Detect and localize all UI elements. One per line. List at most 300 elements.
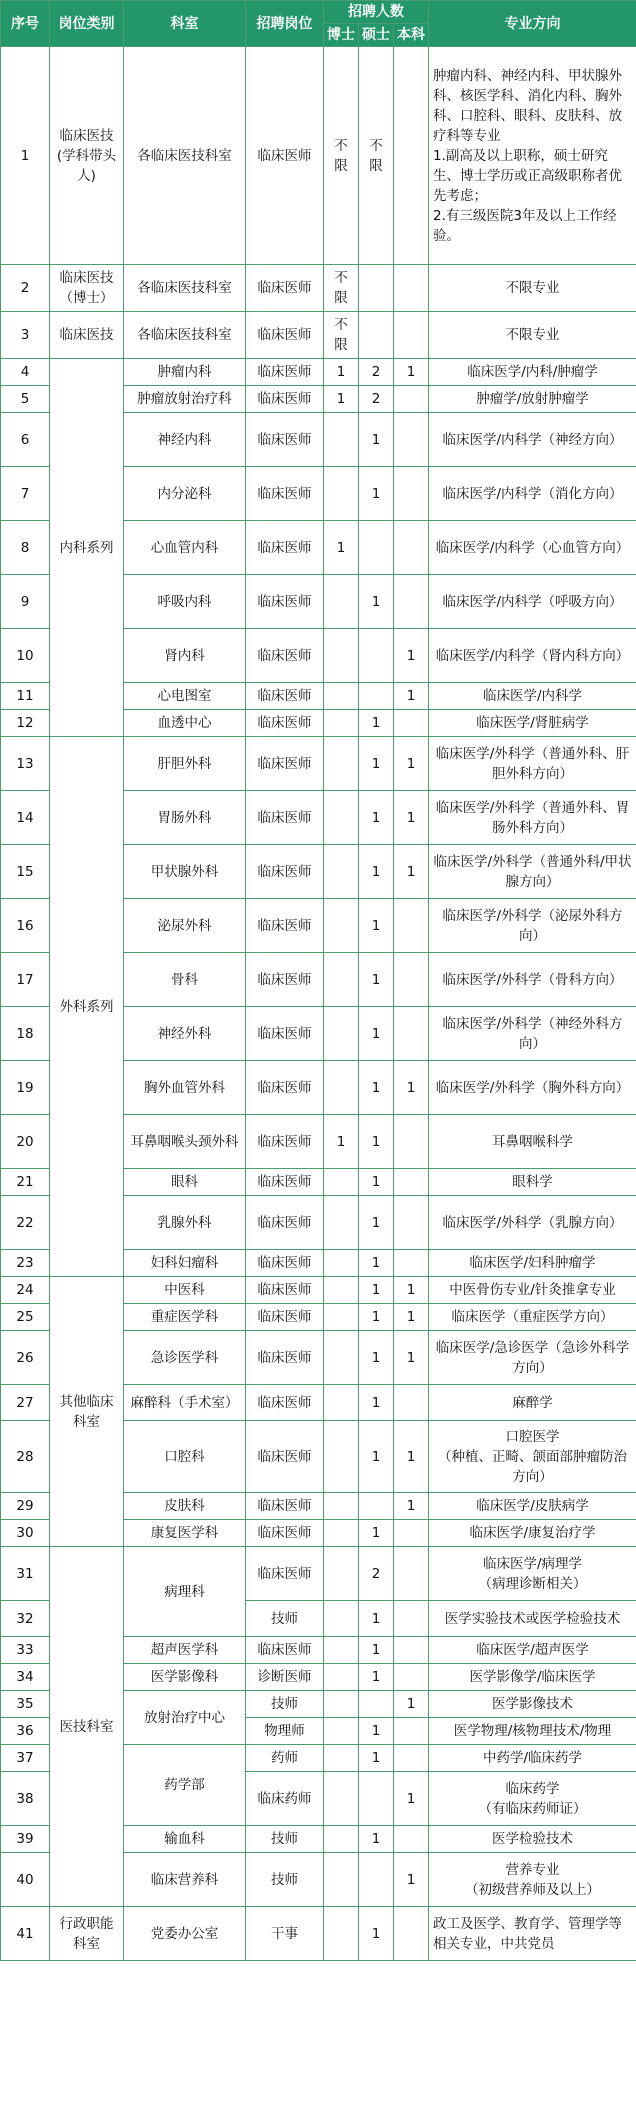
direction-cell: 肿瘤内科、神经内科、甲状腺外科、核医学科、消化内科、胸外科、口腔科、眼科、皮肤科、放疗科等专业 1.副高及以上职称，硕士研究生、博士学历或正高级职称者优先考虑； 2.有三级医院3年及以上工作经验。 [429, 47, 636, 265]
position-cell: 临床药师 [246, 1772, 324, 1826]
phd-count-cell [324, 1664, 359, 1691]
bachelor-count-cell: 1 [394, 737, 429, 791]
phd-count-cell: 不限 [324, 312, 359, 359]
dept-cell: 胃肠外科 [124, 791, 246, 845]
phd-count-cell [324, 467, 359, 521]
direction-cell: 临床医学/妇科肿瘤学 [429, 1250, 636, 1277]
bachelor-count-cell: 1 [394, 1061, 429, 1115]
direction-cell: 中医骨伤专业/针灸推拿专业 [429, 1277, 636, 1304]
phd-count-cell [324, 1718, 359, 1745]
table-body [1, 47, 636, 1961]
phd-count-cell [324, 629, 359, 683]
seq-cell: 11 [1, 683, 50, 710]
direction-cell: 医学检验技术 [429, 1826, 636, 1853]
dept-cell: 党委办公室 [124, 1907, 246, 1961]
direction-cell: 临床医学（重症医学方向） [429, 1304, 636, 1331]
seq-cell: 23 [1, 1250, 50, 1277]
bachelor-count-cell [394, 1007, 429, 1061]
phd-count-cell [324, 1853, 359, 1907]
position-cell: 临床医师 [246, 1331, 324, 1385]
position-cell: 临床医师 [246, 629, 324, 683]
dept-cell: 心血管内科 [124, 521, 246, 575]
position-cell: 临床医师 [246, 1637, 324, 1664]
seq-cell: 36 [1, 1718, 50, 1745]
seq-cell: 40 [1, 1853, 50, 1907]
bachelor-count-cell [394, 467, 429, 521]
bachelor-count-cell [394, 1718, 429, 1745]
dept-cell: 骨科 [124, 953, 246, 1007]
master-count-cell: 1 [359, 1601, 394, 1637]
phd-count-cell [324, 1421, 359, 1493]
position-cell: 临床医师 [246, 1115, 324, 1169]
direction-cell: 临床药学 （有临床药师证） [429, 1772, 636, 1826]
dept-cell: 康复医学科 [124, 1520, 246, 1547]
header-count: 招聘人数 [324, 1, 429, 24]
bachelor-count-cell [394, 413, 429, 467]
position-cell: 临床医师 [246, 1169, 324, 1196]
header-category: 岗位类别 [50, 1, 124, 47]
table-row [1, 312, 636, 359]
master-count-cell: 1 [359, 899, 394, 953]
master-count-cell: 1 [359, 1907, 394, 1961]
bachelor-count-cell: 1 [394, 629, 429, 683]
phd-count-cell [324, 1277, 359, 1304]
phd-count-cell [324, 899, 359, 953]
position-cell: 临床医师 [246, 710, 324, 737]
position-cell: 临床医师 [246, 1007, 324, 1061]
phd-count-cell [324, 1196, 359, 1250]
dept-cell: 胸外血管外科 [124, 1061, 246, 1115]
table-row [1, 1547, 636, 1601]
position-cell: 诊断医师 [246, 1664, 324, 1691]
master-count-cell [359, 265, 394, 312]
direction-cell: 医学实验技术或医学检验技术 [429, 1601, 636, 1637]
dept-cell: 药学部 [124, 1745, 246, 1826]
master-count-cell: 1 [359, 845, 394, 899]
seq-cell: 24 [1, 1277, 50, 1304]
master-count-cell: 1 [359, 575, 394, 629]
phd-count-cell [324, 737, 359, 791]
dept-cell: 心电图室 [124, 683, 246, 710]
phd-count-cell [324, 1061, 359, 1115]
seq-cell: 12 [1, 710, 50, 737]
seq-cell: 4 [1, 359, 50, 386]
seq-cell: 32 [1, 1601, 50, 1637]
seq-cell: 30 [1, 1520, 50, 1547]
phd-count-cell [324, 791, 359, 845]
position-cell: 临床医师 [246, 1196, 324, 1250]
seq-cell: 38 [1, 1772, 50, 1826]
seq-cell: 18 [1, 1007, 50, 1061]
category-cell: 临床医技 (学科带头人) [50, 47, 124, 265]
bachelor-count-cell: 1 [394, 1772, 429, 1826]
dept-cell: 泌尿外科 [124, 899, 246, 953]
direction-cell: 临床医学/内科/肿瘤学 [429, 359, 636, 386]
position-cell: 临床医师 [246, 575, 324, 629]
bachelor-count-cell [394, 47, 429, 265]
seq-cell: 27 [1, 1385, 50, 1421]
dept-cell: 耳鼻咽喉头颈外科 [124, 1115, 246, 1169]
dept-cell: 神经内科 [124, 413, 246, 467]
bachelor-count-cell [394, 953, 429, 1007]
dept-cell: 输血科 [124, 1826, 246, 1853]
master-count-cell [359, 312, 394, 359]
master-count-cell: 1 [359, 1745, 394, 1772]
bachelor-count-cell [394, 1637, 429, 1664]
table-row [1, 1277, 636, 1304]
bachelor-count-cell [394, 312, 429, 359]
dept-cell: 临床营养科 [124, 1853, 246, 1907]
seq-cell: 16 [1, 899, 50, 953]
seq-cell: 21 [1, 1169, 50, 1196]
header-position: 招聘岗位 [246, 1, 324, 47]
direction-cell: 临床医学/肾脏病学 [429, 710, 636, 737]
dept-cell: 妇科妇瘤科 [124, 1250, 246, 1277]
position-cell: 临床医师 [246, 1547, 324, 1601]
category-cell: 临床医技 （博士） [50, 265, 124, 312]
dept-cell: 各临床医技科室 [124, 265, 246, 312]
bachelor-count-cell [394, 1601, 429, 1637]
position-cell: 临床医师 [246, 386, 324, 413]
bachelor-count-cell: 1 [394, 1421, 429, 1493]
bachelor-count-cell: 1 [394, 1853, 429, 1907]
position-cell: 临床医师 [246, 683, 324, 710]
position-cell: 临床医师 [246, 737, 324, 791]
bachelor-count-cell [394, 1520, 429, 1547]
seq-cell: 5 [1, 386, 50, 413]
master-count-cell: 1 [359, 1196, 394, 1250]
phd-count-cell: 不限 [324, 47, 359, 265]
bachelor-count-cell: 1 [394, 359, 429, 386]
direction-cell: 临床医学/内科学（消化方向） [429, 467, 636, 521]
seq-cell: 39 [1, 1826, 50, 1853]
phd-count-cell [324, 1331, 359, 1385]
phd-count-cell [324, 1691, 359, 1718]
master-count-cell: 2 [359, 386, 394, 413]
position-cell: 临床医师 [246, 359, 324, 386]
seq-cell: 8 [1, 521, 50, 575]
dept-cell: 肾内科 [124, 629, 246, 683]
bachelor-count-cell [394, 1196, 429, 1250]
phd-count-cell [324, 1826, 359, 1853]
header-phd: 博士 [324, 24, 359, 47]
bachelor-count-cell [394, 899, 429, 953]
direction-cell: 临床医学/外科学（骨科方向） [429, 953, 636, 1007]
seq-cell: 41 [1, 1907, 50, 1961]
direction-cell: 中药学/临床药学 [429, 1745, 636, 1772]
dept-cell: 重症医学科 [124, 1304, 246, 1331]
dept-cell: 甲状腺外科 [124, 845, 246, 899]
master-count-cell: 1 [359, 1250, 394, 1277]
table-row [1, 737, 636, 791]
header-master: 硕士 [359, 24, 394, 47]
direction-cell: 临床医学/内科学（心血管方向） [429, 521, 636, 575]
master-count-cell: 1 [359, 1331, 394, 1385]
table-row [1, 359, 636, 386]
seq-cell: 34 [1, 1664, 50, 1691]
dept-cell: 医学影像科 [124, 1664, 246, 1691]
master-count-cell [359, 683, 394, 710]
master-count-cell: 1 [359, 1520, 394, 1547]
dept-cell: 各临床医技科室 [124, 47, 246, 265]
table-row [1, 47, 636, 265]
phd-count-cell [324, 845, 359, 899]
position-cell: 临床医师 [246, 1520, 324, 1547]
seq-cell: 22 [1, 1196, 50, 1250]
table-row [1, 265, 636, 312]
position-cell: 临床医师 [246, 1493, 324, 1520]
phd-count-cell [324, 1169, 359, 1196]
phd-count-cell: 1 [324, 386, 359, 413]
phd-count-cell [324, 1250, 359, 1277]
seq-cell: 33 [1, 1637, 50, 1664]
master-count-cell: 1 [359, 1169, 394, 1196]
bachelor-count-cell: 1 [394, 1277, 429, 1304]
bachelor-count-cell [394, 386, 429, 413]
master-count-cell: 1 [359, 413, 394, 467]
position-cell: 干事 [246, 1907, 324, 1961]
bachelor-count-cell [394, 1250, 429, 1277]
position-cell: 技师 [246, 1691, 324, 1718]
master-count-cell: 2 [359, 359, 394, 386]
direction-cell: 临床医学/超声医学 [429, 1637, 636, 1664]
dept-cell: 麻醉科（手术室） [124, 1385, 246, 1421]
master-count-cell [359, 521, 394, 575]
master-count-cell: 1 [359, 1826, 394, 1853]
seq-cell: 29 [1, 1493, 50, 1520]
bachelor-count-cell: 1 [394, 1493, 429, 1520]
position-cell: 临床医师 [246, 521, 324, 575]
master-count-cell: 1 [359, 953, 394, 1007]
dept-cell: 肿瘤内科 [124, 359, 246, 386]
dept-cell: 神经外科 [124, 1007, 246, 1061]
direction-cell: 临床医学/康复治疗学 [429, 1520, 636, 1547]
dept-cell: 呼吸内科 [124, 575, 246, 629]
direction-cell: 口腔医学 （种植、正畸、颌面部肿瘤防治方向） [429, 1421, 636, 1493]
phd-count-cell: 1 [324, 521, 359, 575]
phd-count-cell [324, 1304, 359, 1331]
bachelor-count-cell: 1 [394, 1691, 429, 1718]
position-cell: 临床医师 [246, 47, 324, 265]
direction-cell: 医学影像技术 [429, 1691, 636, 1718]
bachelor-count-cell [394, 710, 429, 737]
dept-cell: 急诊医学科 [124, 1331, 246, 1385]
direction-cell: 营养专业 （初级营养师及以上） [429, 1853, 636, 1907]
master-count-cell: 1 [359, 1277, 394, 1304]
seq-cell: 15 [1, 845, 50, 899]
dept-cell: 超声医学科 [124, 1637, 246, 1664]
bachelor-count-cell: 1 [394, 791, 429, 845]
direction-cell: 临床医学/外科学（普通外科/甲状腺方向） [429, 845, 636, 899]
bachelor-count-cell [394, 1547, 429, 1601]
master-count-cell [359, 1493, 394, 1520]
direction-cell: 临床医学/皮肤病学 [429, 1493, 636, 1520]
phd-count-cell [324, 1637, 359, 1664]
bachelor-count-cell: 1 [394, 845, 429, 899]
bachelor-count-cell [394, 575, 429, 629]
dept-cell: 乳腺外科 [124, 1196, 246, 1250]
direction-cell: 不限专业 [429, 265, 636, 312]
seq-cell: 17 [1, 953, 50, 1007]
position-cell: 临床医师 [246, 845, 324, 899]
master-count-cell [359, 1691, 394, 1718]
position-cell: 临床医师 [246, 791, 324, 845]
seq-cell: 10 [1, 629, 50, 683]
phd-count-cell [324, 1493, 359, 1520]
master-count-cell: 1 [359, 1421, 394, 1493]
category-cell: 外科系列 [50, 737, 124, 1277]
bachelor-count-cell [394, 521, 429, 575]
seq-cell: 37 [1, 1745, 50, 1772]
direction-cell: 临床医学/外科学（胸外科方向） [429, 1061, 636, 1115]
position-cell: 临床医师 [246, 953, 324, 1007]
dept-cell: 肿瘤放射治疗科 [124, 386, 246, 413]
master-count-cell: 1 [359, 1718, 394, 1745]
bachelor-count-cell [394, 1664, 429, 1691]
master-count-cell: 1 [359, 1637, 394, 1664]
bachelor-count-cell [394, 265, 429, 312]
dept-cell: 皮肤科 [124, 1493, 246, 1520]
bachelor-count-cell [394, 1826, 429, 1853]
direction-cell: 肿瘤学/放射肿瘤学 [429, 386, 636, 413]
header-direction: 专业方向 [429, 1, 636, 47]
position-cell: 临床医师 [246, 1277, 324, 1304]
direction-cell: 眼科学 [429, 1169, 636, 1196]
phd-count-cell [324, 683, 359, 710]
bachelor-count-cell [394, 1385, 429, 1421]
bachelor-count-cell: 1 [394, 683, 429, 710]
phd-count-cell [324, 710, 359, 737]
position-cell: 临床医师 [246, 413, 324, 467]
seq-cell: 25 [1, 1304, 50, 1331]
dept-cell: 口腔科 [124, 1421, 246, 1493]
direction-cell: 耳鼻咽喉科学 [429, 1115, 636, 1169]
master-count-cell: 1 [359, 1385, 394, 1421]
master-count-cell [359, 1772, 394, 1826]
master-count-cell: 1 [359, 737, 394, 791]
seq-cell: 20 [1, 1115, 50, 1169]
phd-count-cell: 1 [324, 359, 359, 386]
phd-count-cell [324, 1745, 359, 1772]
phd-count-cell [324, 1547, 359, 1601]
header-seq: 序号 [1, 1, 50, 47]
table-header [1, 1, 636, 47]
seq-cell: 13 [1, 737, 50, 791]
bachelor-count-cell: 1 [394, 1304, 429, 1331]
dept-cell: 眼科 [124, 1169, 246, 1196]
position-cell: 临床医师 [246, 1250, 324, 1277]
dept-cell: 肝胆外科 [124, 737, 246, 791]
bachelor-count-cell [394, 1907, 429, 1961]
master-count-cell: 1 [359, 1664, 394, 1691]
direction-cell: 临床医学/外科学（普通外科、肝胆外科方向） [429, 737, 636, 791]
master-count-cell: 1 [359, 710, 394, 737]
position-cell: 临床医师 [246, 467, 324, 521]
table-row [1, 1907, 636, 1961]
phd-count-cell [324, 413, 359, 467]
direction-cell: 政工及医学、教育学、管理学等相关专业，中共党员 [429, 1907, 636, 1961]
direction-cell: 不限专业 [429, 312, 636, 359]
bachelor-count-cell [394, 1115, 429, 1169]
dept-cell: 中医科 [124, 1277, 246, 1304]
master-count-cell [359, 1853, 394, 1907]
phd-count-cell: 不限 [324, 265, 359, 312]
position-cell: 临床医师 [246, 1421, 324, 1493]
position-cell: 技师 [246, 1826, 324, 1853]
position-cell: 临床医师 [246, 899, 324, 953]
master-count-cell: 1 [359, 467, 394, 521]
master-count-cell: 1 [359, 1115, 394, 1169]
position-cell: 临床医师 [246, 1385, 324, 1421]
phd-count-cell [324, 1385, 359, 1421]
position-cell: 临床医师 [246, 312, 324, 359]
category-cell: 其他临床 科室 [50, 1277, 124, 1547]
seq-cell: 6 [1, 413, 50, 467]
seq-cell: 14 [1, 791, 50, 845]
bachelor-count-cell [394, 1745, 429, 1772]
phd-count-cell [324, 575, 359, 629]
position-cell: 临床医师 [246, 1061, 324, 1115]
position-cell: 临床医师 [246, 1304, 324, 1331]
dept-cell: 各临床医技科室 [124, 312, 246, 359]
master-count-cell: 1 [359, 1007, 394, 1061]
direction-cell: 麻醉学 [429, 1385, 636, 1421]
header-dept: 科室 [124, 1, 246, 47]
direction-cell: 临床医学/外科学（泌尿外科方向） [429, 899, 636, 953]
category-cell: 内科系列 [50, 359, 124, 737]
position-cell: 物理师 [246, 1718, 324, 1745]
dept-cell: 内分泌科 [124, 467, 246, 521]
seq-cell: 2 [1, 265, 50, 312]
direction-cell: 临床医学/外科学（乳腺方向） [429, 1196, 636, 1250]
bachelor-count-cell [394, 1169, 429, 1196]
seq-cell: 19 [1, 1061, 50, 1115]
master-count-cell: 1 [359, 1061, 394, 1115]
direction-cell: 临床医学/急诊医学（急诊外科学方向） [429, 1331, 636, 1385]
dept-cell: 血透中心 [124, 710, 246, 737]
position-cell: 技师 [246, 1853, 324, 1907]
master-count-cell [359, 629, 394, 683]
seq-cell: 3 [1, 312, 50, 359]
direction-cell: 临床医学/内科学（肾内科方向） [429, 629, 636, 683]
position-cell: 药师 [246, 1745, 324, 1772]
master-count-cell: 2 [359, 1547, 394, 1601]
master-count-cell: 1 [359, 1304, 394, 1331]
position-cell: 临床医师 [246, 265, 324, 312]
dept-cell: 病理科 [124, 1547, 246, 1637]
direction-cell: 医学影像学/临床医学 [429, 1664, 636, 1691]
direction-cell: 临床医学/外科学（神经外科方向） [429, 1007, 636, 1061]
direction-cell: 临床医学/病理学 （病理诊断相关） [429, 1547, 636, 1601]
direction-cell: 医学物理/核物理技术/物理 [429, 1718, 636, 1745]
direction-cell: 临床医学/内科学 [429, 683, 636, 710]
bachelor-count-cell: 1 [394, 1331, 429, 1385]
direction-cell: 临床医学/外科学（普通外科、胃肠外科方向） [429, 791, 636, 845]
master-count-cell: 不限 [359, 47, 394, 265]
master-count-cell: 1 [359, 791, 394, 845]
dept-cell: 放射治疗中心 [124, 1691, 246, 1745]
category-cell: 医技科室 [50, 1547, 124, 1907]
seq-cell: 35 [1, 1691, 50, 1718]
phd-count-cell [324, 1601, 359, 1637]
phd-count-cell: 1 [324, 1115, 359, 1169]
seq-cell: 7 [1, 467, 50, 521]
seq-cell: 9 [1, 575, 50, 629]
header-bachelor: 本科 [394, 24, 429, 47]
category-cell: 行政职能 科室 [50, 1907, 124, 1961]
phd-count-cell [324, 1907, 359, 1961]
seq-cell: 28 [1, 1421, 50, 1493]
